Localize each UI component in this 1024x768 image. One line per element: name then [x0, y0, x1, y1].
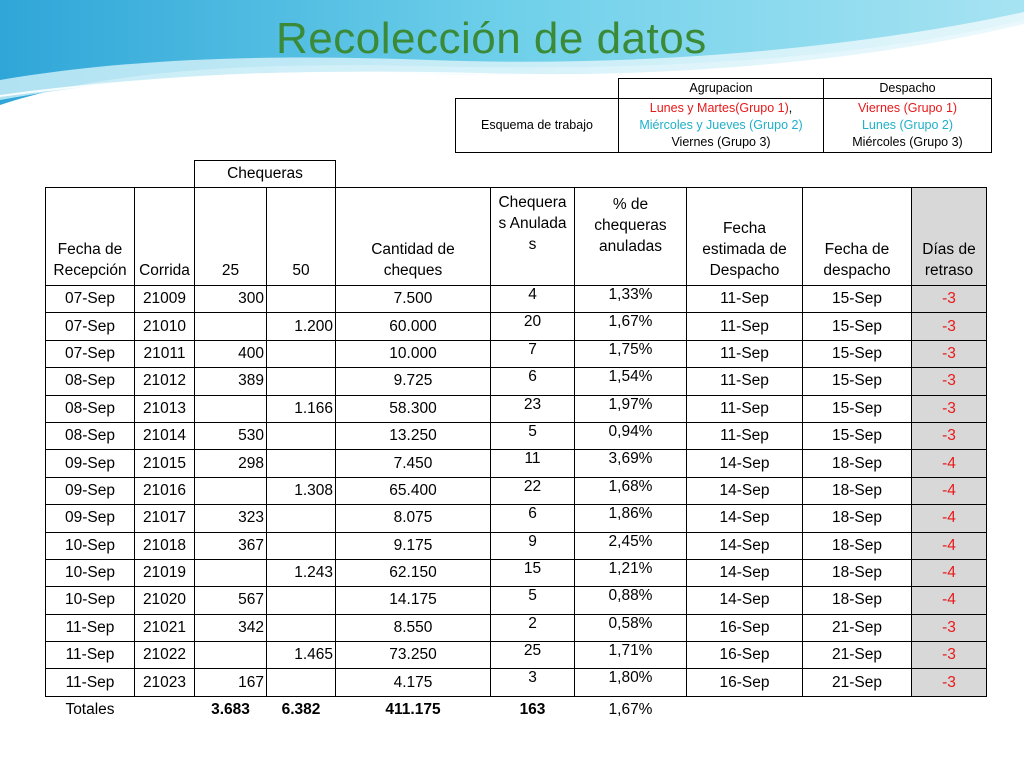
dias-retraso-cell: -4 — [912, 477, 987, 504]
fecha-cell: 08-Sep — [46, 368, 135, 395]
corrida-cell: 21015 — [135, 450, 195, 477]
cantidad-cell: 7.500 — [336, 286, 491, 313]
agrupacion-group-1-suffix: , — [788, 101, 793, 115]
table-row — [46, 532, 987, 559]
fecha-despacho-cell: 18-Sep — [803, 450, 912, 477]
c50-cell — [267, 450, 336, 477]
anuladas-cell: 5 — [491, 587, 575, 614]
fecha-cell: 07-Sep — [46, 286, 135, 313]
c25-cell: 567 — [195, 587, 267, 614]
c25-cell — [195, 313, 267, 340]
table-row — [46, 614, 987, 641]
table-row — [46, 559, 987, 586]
table-row — [46, 642, 987, 669]
cantidad-cell: 10.000 — [336, 340, 491, 367]
header-dias-retraso: Días de retraso — [912, 188, 987, 286]
totals-cantidad: 411.175 — [385, 701, 441, 719]
fecha-despacho-cell: 15-Sep — [803, 395, 912, 422]
schedule-empty-corner — [456, 79, 619, 99]
pct-cell: 3,69% — [575, 450, 687, 477]
c25-cell — [195, 559, 267, 586]
cantidad-cell: 4.175 — [336, 669, 491, 696]
fecha-estimada-cell: 11-Sep — [687, 368, 803, 395]
header-fecha-despacho: Fecha de despacho — [803, 188, 912, 286]
fecha-cell: 10-Sep — [46, 532, 135, 559]
dias-retraso-cell: -3 — [912, 669, 987, 696]
corrida-cell: 21023 — [135, 669, 195, 696]
corrida-cell: 21009 — [135, 286, 195, 313]
pct-cell: 1,97% — [575, 395, 687, 422]
agrupacion-group-3: Viernes (Grupo 3) — [671, 135, 771, 149]
c25-cell: 389 — [195, 368, 267, 395]
dias-retraso-cell: -4 — [912, 559, 987, 586]
c25-cell — [195, 395, 267, 422]
pct-cell: 1,21% — [575, 559, 687, 586]
fecha-estimada-cell: 14-Sep — [687, 450, 803, 477]
fecha-estimada-cell: 11-Sep — [687, 422, 803, 449]
cantidad-cell: 65.400 — [336, 477, 491, 504]
table-row — [46, 477, 987, 504]
corrida-cell: 21020 — [135, 587, 195, 614]
totals-c50: 6.382 — [281, 701, 321, 719]
c50-cell — [267, 614, 336, 641]
cantidad-cell: 60.000 — [336, 313, 491, 340]
fecha-estimada-cell: 11-Sep — [687, 395, 803, 422]
fecha-despacho-cell: 18-Sep — [803, 587, 912, 614]
fecha-despacho-cell: 18-Sep — [803, 477, 912, 504]
schedule-row-label: Esquema de trabajo — [456, 99, 619, 153]
dias-retraso-cell: -4 — [912, 505, 987, 532]
table-row — [46, 286, 987, 313]
pct-cell: 1,86% — [575, 505, 687, 532]
despacho-group-1: Viernes (Grupo 1) — [857, 101, 958, 115]
pct-cell: 1,67% — [575, 313, 687, 340]
table-row — [46, 505, 987, 532]
c50-cell: 1.308 — [267, 477, 336, 504]
pct-cell: 1,71% — [575, 642, 687, 669]
c25-cell: 400 — [195, 340, 267, 367]
dias-retraso-cell: -4 — [912, 450, 987, 477]
dias-retraso-cell: -3 — [912, 395, 987, 422]
totals-empty — [135, 696, 195, 723]
chequeras-group-header: Chequeras — [195, 161, 336, 188]
fecha-cell: 07-Sep — [46, 340, 135, 367]
header-pct-anuladas: % de chequeras anuladas — [575, 188, 687, 286]
c25-cell: 530 — [195, 422, 267, 449]
c25-cell: 342 — [195, 614, 267, 641]
fecha-cell: 11-Sep — [46, 642, 135, 669]
schedule-header-despacho: Despacho — [824, 79, 992, 99]
table-row — [46, 422, 987, 449]
corrida-cell: 21013 — [135, 395, 195, 422]
page-title: Recolección de datos — [276, 14, 707, 63]
cantidad-cell: 13.250 — [336, 422, 491, 449]
pct-cell: 1,33% — [575, 286, 687, 313]
agrupacion-group-2: Miércoles y Jueves (Grupo 2) — [639, 118, 803, 132]
fecha-estimada-cell: 14-Sep — [687, 559, 803, 586]
table-row — [46, 340, 987, 367]
fecha-cell: 08-Sep — [46, 422, 135, 449]
cantidad-cell: 8.550 — [336, 614, 491, 641]
totals-row — [46, 696, 987, 723]
anuladas-cell: 23 — [491, 395, 575, 422]
pct-cell: 0,94% — [575, 422, 687, 449]
schedule-table — [455, 78, 992, 153]
c50-cell: 1.200 — [267, 313, 336, 340]
cantidad-cell: 73.250 — [336, 642, 491, 669]
fecha-estimada-cell: 16-Sep — [687, 642, 803, 669]
fecha-despacho-cell: 21-Sep — [803, 669, 912, 696]
fecha-estimada-cell: 16-Sep — [687, 614, 803, 641]
corrida-cell: 21011 — [135, 340, 195, 367]
anuladas-cell: 6 — [491, 368, 575, 395]
fecha-despacho-cell: 18-Sep — [803, 532, 912, 559]
anuladas-cell: 4 — [491, 286, 575, 313]
fecha-despacho-cell: 15-Sep — [803, 340, 912, 367]
corrida-cell: 21016 — [135, 477, 195, 504]
totals-c25: 3.683 — [211, 701, 250, 719]
table-row — [46, 313, 987, 340]
c50-cell — [267, 669, 336, 696]
fecha-estimada-cell: 11-Sep — [687, 340, 803, 367]
header-corrida: Corrida — [135, 188, 195, 286]
c50-cell — [267, 286, 336, 313]
totals-empty — [687, 696, 803, 723]
fecha-cell: 09-Sep — [46, 477, 135, 504]
fecha-cell: 10-Sep — [46, 587, 135, 614]
anuladas-cell: 5 — [491, 422, 575, 449]
fecha-despacho-cell: 15-Sep — [803, 286, 912, 313]
table-row — [46, 368, 987, 395]
corrida-cell: 21012 — [135, 368, 195, 395]
header-25: 25 — [195, 188, 267, 286]
header-cantidad: Cantidad de cheques — [336, 188, 491, 286]
agrupacion-group-1: Lunes y Martes(Grupo 1) — [649, 101, 789, 115]
anuladas-cell: 20 — [491, 313, 575, 340]
header-fecha-estimada: Fecha estimada de Despacho — [687, 188, 803, 286]
cantidad-cell: 9.175 — [336, 532, 491, 559]
schedule-despacho-cell — [824, 99, 992, 153]
c50-cell: 1.465 — [267, 642, 336, 669]
fecha-despacho-cell: 15-Sep — [803, 313, 912, 340]
dias-retraso-cell: -3 — [912, 614, 987, 641]
pct-cell: 0,58% — [575, 614, 687, 641]
fecha-estimada-cell: 14-Sep — [687, 477, 803, 504]
c25-cell: 323 — [195, 505, 267, 532]
fecha-cell: 10-Sep — [46, 559, 135, 586]
totals-empty — [803, 696, 912, 723]
totals-anuladas: 163 — [519, 701, 546, 719]
totals-empty — [912, 696, 987, 723]
dias-retraso-cell: -4 — [912, 587, 987, 614]
dias-retraso-cell: -3 — [912, 368, 987, 395]
fecha-cell: 11-Sep — [46, 669, 135, 696]
header-anuladas: Chequeras Anuladas — [491, 188, 575, 286]
fecha-despacho-cell: 15-Sep — [803, 368, 912, 395]
table-row — [46, 395, 987, 422]
c50-cell — [267, 422, 336, 449]
fecha-cell: 09-Sep — [46, 505, 135, 532]
c50-cell — [267, 340, 336, 367]
despacho-group-3: Miércoles (Grupo 3) — [852, 135, 963, 149]
fecha-estimada-cell: 14-Sep — [687, 532, 803, 559]
corrida-cell: 21021 — [135, 614, 195, 641]
c50-cell — [267, 587, 336, 614]
anuladas-cell: 25 — [491, 642, 575, 669]
totals-pct: 1,67% — [608, 701, 653, 719]
dias-retraso-cell: -3 — [912, 286, 987, 313]
pct-cell: 1,68% — [575, 477, 687, 504]
c25-cell: 167 — [195, 669, 267, 696]
pct-cell: 1,75% — [575, 340, 687, 367]
anuladas-cell: 11 — [491, 450, 575, 477]
c25-cell — [195, 477, 267, 504]
data-table — [45, 160, 987, 723]
c50-cell — [267, 368, 336, 395]
fecha-cell: 11-Sep — [46, 614, 135, 641]
fecha-estimada-cell: 14-Sep — [687, 505, 803, 532]
anuladas-cell: 9 — [491, 532, 575, 559]
cantidad-cell: 62.150 — [336, 559, 491, 586]
table-row — [46, 669, 987, 696]
cantidad-cell: 14.175 — [336, 587, 491, 614]
anuladas-cell: 3 — [491, 669, 575, 696]
corrida-cell: 21014 — [135, 422, 195, 449]
pct-cell: 1,80% — [575, 669, 687, 696]
fecha-estimada-cell: 14-Sep — [687, 587, 803, 614]
header-fecha-recepcion: Fecha de Recepción — [46, 188, 135, 286]
corrida-cell: 21010 — [135, 313, 195, 340]
fecha-despacho-cell: 21-Sep — [803, 642, 912, 669]
anuladas-cell: 22 — [491, 477, 575, 504]
c50-cell — [267, 532, 336, 559]
corrida-cell: 21017 — [135, 505, 195, 532]
fecha-estimada-cell: 11-Sep — [687, 286, 803, 313]
dias-retraso-cell: -4 — [912, 532, 987, 559]
schedule-agrupacion-cell — [619, 99, 824, 153]
dias-retraso-cell: -3 — [912, 422, 987, 449]
anuladas-cell: 15 — [491, 559, 575, 586]
fecha-despacho-cell: 15-Sep — [803, 422, 912, 449]
fecha-despacho-cell: 21-Sep — [803, 614, 912, 641]
header-50: 50 — [267, 188, 336, 286]
pct-cell: 2,45% — [575, 532, 687, 559]
totals-label: Totales — [65, 701, 115, 719]
fecha-despacho-cell: 18-Sep — [803, 559, 912, 586]
c25-cell: 367 — [195, 532, 267, 559]
dias-retraso-cell: -3 — [912, 340, 987, 367]
fecha-estimada-cell: 11-Sep — [687, 313, 803, 340]
c25-cell: 298 — [195, 450, 267, 477]
anuladas-cell: 7 — [491, 340, 575, 367]
despacho-group-2: Lunes (Grupo 2) — [861, 118, 954, 132]
c25-cell — [195, 642, 267, 669]
anuladas-cell: 2 — [491, 614, 575, 641]
c50-cell: 1.166 — [267, 395, 336, 422]
fecha-cell: 09-Sep — [46, 450, 135, 477]
c50-cell — [267, 505, 336, 532]
pct-cell: 1,54% — [575, 368, 687, 395]
cantidad-cell: 9.725 — [336, 368, 491, 395]
pct-cell: 0,88% — [575, 587, 687, 614]
table-row — [46, 587, 987, 614]
c25-cell: 300 — [195, 286, 267, 313]
cantidad-cell: 7.450 — [336, 450, 491, 477]
dias-retraso-cell: -3 — [912, 313, 987, 340]
corrida-cell: 21022 — [135, 642, 195, 669]
anuladas-cell: 6 — [491, 505, 575, 532]
corrida-cell: 21018 — [135, 532, 195, 559]
fecha-cell: 07-Sep — [46, 313, 135, 340]
schedule-header-agrupacion: Agrupacion — [619, 79, 824, 99]
corrida-cell: 21019 — [135, 559, 195, 586]
cantidad-cell: 8.075 — [336, 505, 491, 532]
fecha-despacho-cell: 18-Sep — [803, 505, 912, 532]
dias-retraso-cell: -3 — [912, 642, 987, 669]
fecha-estimada-cell: 16-Sep — [687, 669, 803, 696]
fecha-cell: 08-Sep — [46, 395, 135, 422]
table-row — [46, 450, 987, 477]
cantidad-cell: 58.300 — [336, 395, 491, 422]
c50-cell: 1.243 — [267, 559, 336, 586]
